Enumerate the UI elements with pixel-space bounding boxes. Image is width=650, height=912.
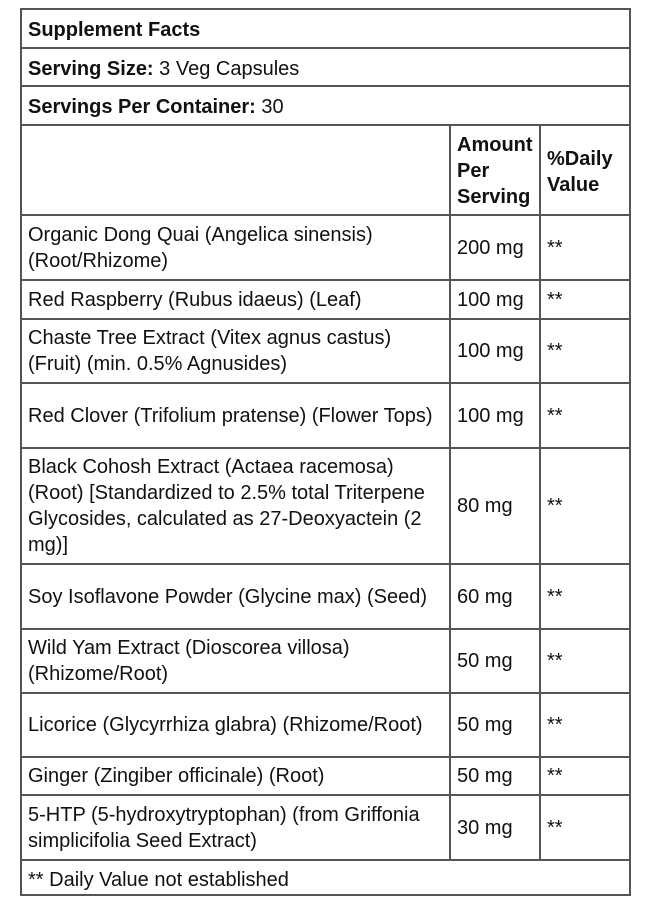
ingredient-daily-value: ** <box>539 630 629 692</box>
footnote-band <box>22 861 629 896</box>
ingredient-name: 5-HTP (5-hydroxytryptophan) (from Griffonia simplicifolia Seed Extract) <box>28 803 420 852</box>
table-row <box>22 449 629 565</box>
ingredient-name: Soy Isoflavone Powder (Glycine max) (Seed) <box>28 585 428 608</box>
ingredient-daily-value: ** <box>539 796 629 859</box>
table-row <box>22 694 629 758</box>
ingredient-daily-value: ** <box>539 449 629 563</box>
serving-size-label: Serving Size: <box>28 58 154 80</box>
ingredient-name: Wild Yam Extract (Dioscorea villosa) (Rhizome/Root) <box>28 637 350 685</box>
ingredient-daily-value: ** <box>539 320 629 382</box>
table-header-row <box>22 126 629 216</box>
ingredient-amount: 200 mg <box>449 216 539 279</box>
ingredient-amount: 100 mg <box>449 384 539 447</box>
header-name-cell <box>28 126 448 214</box>
table-row <box>22 758 629 796</box>
supplement-facts-panel <box>20 8 631 896</box>
table-row <box>22 565 629 630</box>
ingredient-daily-value: ** <box>539 384 629 447</box>
table-row <box>22 796 629 861</box>
servings-per-container-label: Servings Per Container: <box>28 96 256 118</box>
ingredient-name: Chaste Tree Extract (Vitex agnus castus) (Fruit) (min. 0.5% Agnusides) <box>28 327 392 375</box>
ingredient-daily-value: ** <box>539 281 629 318</box>
ingredient-name: Red Raspberry (Rubus idaeus) (Leaf) <box>28 288 362 311</box>
table-row <box>22 630 629 694</box>
table-row <box>22 281 629 320</box>
ingredient-amount: 80 mg <box>449 449 539 563</box>
panel-title: Supplement Facts <box>28 19 201 41</box>
ingredient-amount: 30 mg <box>449 796 539 859</box>
table-row <box>22 216 629 281</box>
panel-title-band <box>22 10 629 49</box>
ingredient-daily-value: ** <box>539 216 629 279</box>
ingredient-amount: 100 mg <box>449 320 539 382</box>
servings-per-container-value: 30 <box>261 96 284 118</box>
table-row <box>22 320 629 384</box>
ingredient-name: Organic Dong Quai (Angelica sinensis) (Root/Rhizome) <box>28 223 373 272</box>
header-daily-value: %Daily Value <box>539 126 629 214</box>
ingredient-amount: 100 mg <box>449 281 539 318</box>
servings-per-container-band <box>22 87 629 126</box>
ingredient-daily-value: ** <box>539 758 629 794</box>
ingredient-daily-value: ** <box>539 694 629 756</box>
ingredient-daily-value: ** <box>539 565 629 628</box>
table-row <box>22 384 629 449</box>
header-amount-per-serving: Amount Per Serving <box>449 126 539 214</box>
ingredient-amount: 50 mg <box>449 758 539 794</box>
ingredient-name: Black Cohosh Extract (Actaea racemosa) (Root) [Standardized to 2.5% total Triterpene Glycosides, calculated as 27-Deoxyactein (2 mg)] <box>28 456 425 556</box>
ingredient-name: Ginger (Zingiber officinale) (Root) <box>28 765 325 787</box>
serving-size-band <box>22 49 629 87</box>
ingredient-amount: 60 mg <box>449 565 539 628</box>
ingredient-name: Licorice (Glycyrrhiza glabra) (Rhizome/Root) <box>28 714 423 736</box>
footnote-text: ** Daily Value not established <box>28 869 289 891</box>
ingredient-name: Red Clover (Trifolium pratense) (Flower Tops) <box>28 404 433 427</box>
ingredient-amount: 50 mg <box>449 694 539 756</box>
serving-size-value: 3 Veg Capsules <box>159 58 300 80</box>
ingredient-amount: 50 mg <box>449 630 539 692</box>
